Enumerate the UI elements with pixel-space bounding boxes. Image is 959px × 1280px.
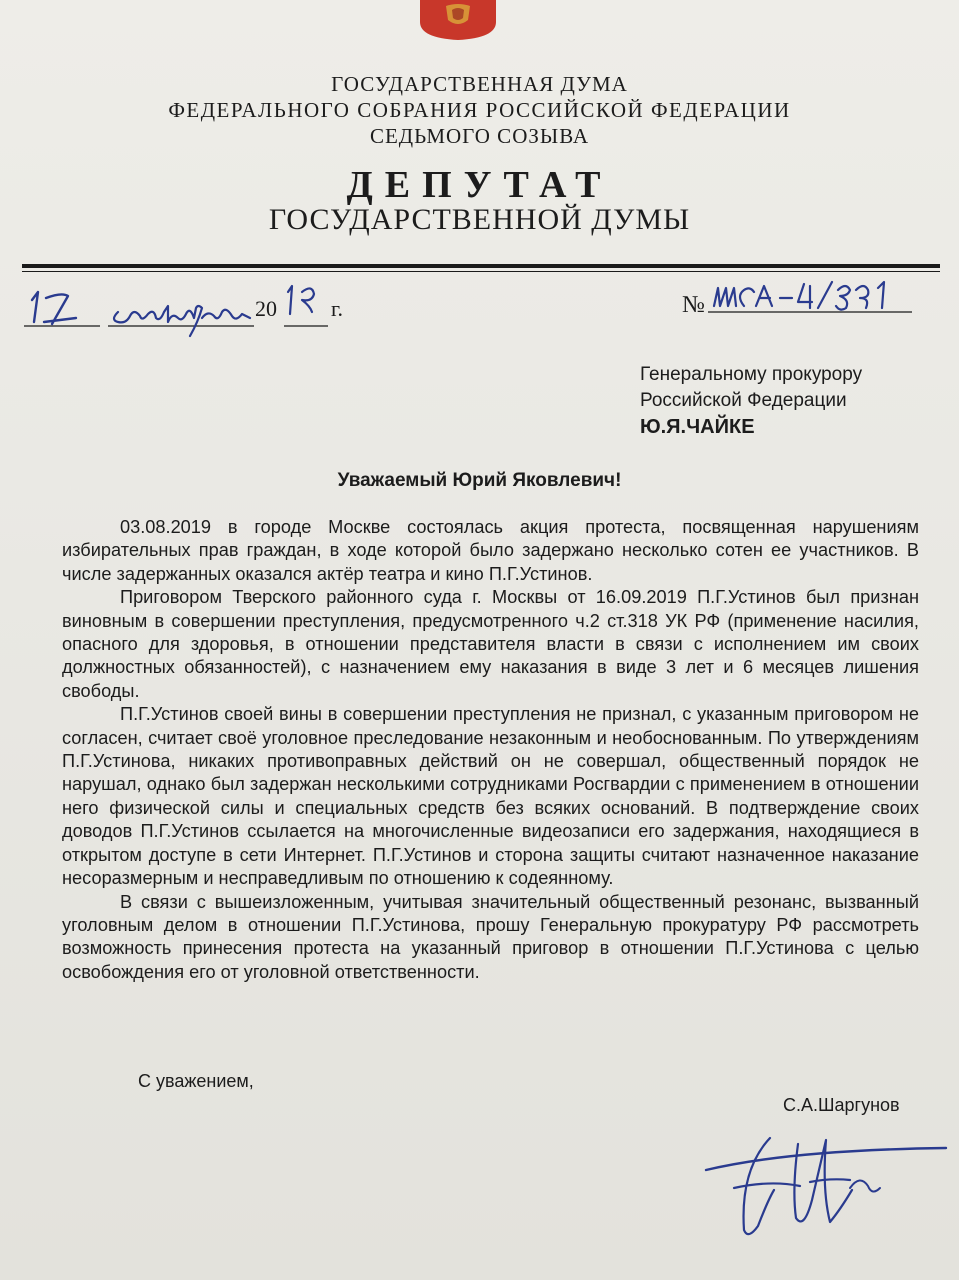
body-paragraph: П.Г.Устинов своей вины в совершении преступления не признал, с указанным приговором не согласен, считает своё уголовное преследование незаконным и необоснованным. По утверждениям П.Г.Устинова, никаких противоправных действий он не совершал, общественный порядок не нарушал, однако был задержан несколькими сотрудниками Росгвардии с применением в отношении него физической силы и специальных средств без всяких оснований. В подтверждение своих доводов П.Г.Устинов ссылается на многочисленные видеозаписи его задержания, находящиеся в открытом доступе в сети Интернет. П.Г.Устинов и сторона защиты считают назначенное наказание несоразмерным и несправедливым по отношению к содеянному.	[62, 704, 919, 889]
letterhead-rule-thick	[22, 264, 940, 268]
letterhead-line-assembly: ФЕДЕРАЛЬНОГО СОБРАНИЯ РОССИЙСКОЙ ФЕДЕРАЦИИ	[168, 98, 791, 122]
date-year-mark: г.	[331, 296, 344, 321]
closing-phrase: С уважением,	[138, 1071, 254, 1091]
state-emblem-icon	[418, 0, 498, 40]
letterhead-line-duma: ГОСУДАРСТВЕННАЯ ДУМА	[331, 72, 628, 96]
letterhead-line-convocation: СЕДЬМОГО СОЗЫВА	[369, 124, 590, 148]
addressee-block	[640, 362, 862, 440]
addressee-line: Российской Федерации	[640, 390, 847, 411]
letter-body	[62, 516, 919, 984]
letterhead-title: ДЕПУТАТ	[346, 164, 613, 206]
body-paragraph: Приговором Тверского районного суда г. Москвы от 16.09.2019 П.Г.Устинов был признан виновным в совершении преступления, предусмотренного ч.2 ст.318 УК РФ (применение насилия, опасного для здоровья, в отношении представителя власти в связи с исполнением им своих должностных обязанностей), с назначением ему наказания в виде 3 лет и 6 месяцев лишения свободы.	[62, 587, 919, 701]
letterhead-rule-thin	[22, 271, 940, 272]
body-paragraph: В связи с вышеизложенным, учитывая значительный общественный резонанс, вызванный уголовным делом в отношении П.Г.Устинова, прошу Генеральную прокуратуру РФ рассмотреть возможность принесения протеста на указанный приговор в отношении П.Г.Устинова с целью освобождения его от уголовной ответственности.	[62, 891, 919, 982]
handwritten-date	[22, 278, 342, 340]
letterhead-subtitle: ГОСУДАРСТВЕННОЙ ДУМЫ	[268, 203, 691, 236]
signer-name: С.А.Шаргунов	[783, 1095, 900, 1115]
addressee-line: Генеральному прокурору	[640, 364, 863, 385]
salutation: Уважаемый Юрий Яковлевич!	[337, 470, 622, 491]
body-paragraph: 03.08.2019 в городе Москве состоялась акция протеста, посвященная нарушениям избирательных прав граждан, в ходе которой было задержано несколько сотен ее участников. В числе задержанных оказался актёр театра и кино П.Г.Устинов.	[62, 517, 919, 584]
number-label: №	[682, 292, 705, 318]
handwritten-signature	[700, 1130, 950, 1250]
handwritten-number	[700, 276, 920, 322]
date-year-prefix: 20	[255, 296, 277, 321]
addressee-name: Ю.Я.ЧАЙКЕ	[640, 416, 755, 438]
